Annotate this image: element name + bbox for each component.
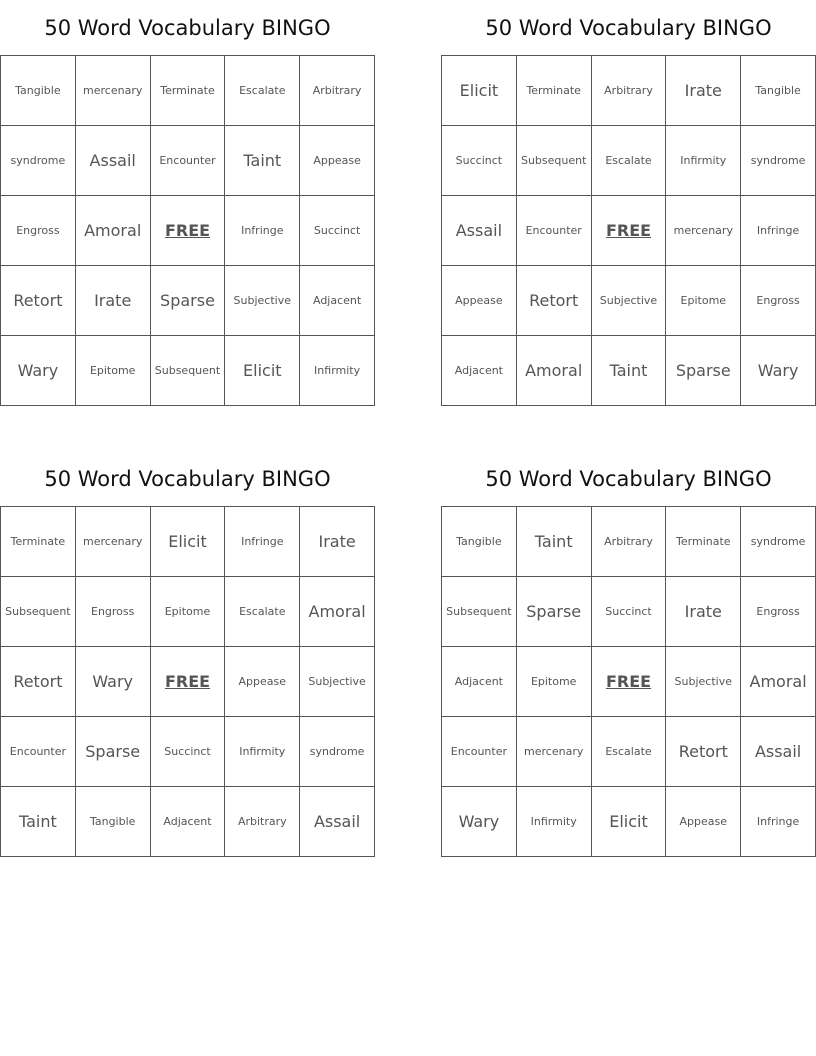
- bingo-cell: Appease: [442, 266, 517, 336]
- bingo-cell: Infringe: [741, 196, 816, 266]
- free-space: FREE: [592, 647, 667, 717]
- bingo-cell: Irate: [76, 266, 151, 336]
- bingo-cell: Engross: [741, 577, 816, 647]
- bingo-cell: Infringe: [741, 787, 816, 857]
- bingo-cell: syndrome: [300, 717, 375, 787]
- bingo-cell: Arbitrary: [225, 787, 300, 857]
- bingo-grid: [441, 506, 816, 857]
- bingo-cell: Tangible: [442, 507, 517, 577]
- bingo-cell: Amoral: [76, 196, 151, 266]
- bingo-cell: Epitome: [76, 336, 151, 406]
- bingo-cell: Escalate: [225, 577, 300, 647]
- bingo-cell: Terminate: [517, 56, 592, 126]
- bingo-cell: Infirmity: [666, 126, 741, 196]
- bingo-cell: Irate: [666, 577, 741, 647]
- bingo-cell: Subsequent: [517, 126, 592, 196]
- bingo-cell: Taint: [1, 787, 76, 857]
- bingo-cell: Encounter: [442, 717, 517, 787]
- bingo-cell: Elicit: [225, 336, 300, 406]
- bingo-cell: Sparse: [517, 577, 592, 647]
- bingo-cell: Succinct: [592, 577, 667, 647]
- bingo-cell: Assail: [442, 196, 517, 266]
- bingo-cell: Succinct: [300, 196, 375, 266]
- bingo-cell: Irate: [300, 507, 375, 577]
- bingo-grid: [0, 55, 375, 406]
- bingo-cell: Epitome: [517, 647, 592, 717]
- bingo-cell: mercenary: [76, 507, 151, 577]
- bingo-cell: Terminate: [151, 56, 226, 126]
- bingo-cell: Taint: [592, 336, 667, 406]
- bingo-cell: Adjacent: [442, 647, 517, 717]
- bingo-cell: Elicit: [151, 507, 226, 577]
- bingo-cell: Arbitrary: [592, 507, 667, 577]
- bingo-cell: Sparse: [666, 336, 741, 406]
- bingo-cell: Encounter: [1, 717, 76, 787]
- bingo-cell: Retort: [517, 266, 592, 336]
- bingo-cell: Appease: [666, 787, 741, 857]
- bingo-cell: Arbitrary: [592, 56, 667, 126]
- bingo-cell: Succinct: [151, 717, 226, 787]
- bingo-grid: [441, 55, 816, 406]
- card-title: 50 Word Vocabulary BINGO: [485, 467, 772, 491]
- bingo-cell: Succinct: [442, 126, 517, 196]
- bingo-cell: Subjective: [225, 266, 300, 336]
- bingo-cell: Appease: [225, 647, 300, 717]
- bingo-cell: Infirmity: [517, 787, 592, 857]
- bingo-cell: Infringe: [225, 196, 300, 266]
- bingo-cell: Sparse: [76, 717, 151, 787]
- bingo-cell: Amoral: [741, 647, 816, 717]
- bingo-cell: Appease: [300, 126, 375, 196]
- bingo-cell: Retort: [1, 647, 76, 717]
- bingo-cell: Arbitrary: [300, 56, 375, 126]
- bingo-cell: syndrome: [741, 126, 816, 196]
- free-space: FREE: [151, 196, 226, 266]
- bingo-cell: Tangible: [1, 56, 76, 126]
- free-space: FREE: [151, 647, 226, 717]
- bingo-cell: syndrome: [741, 507, 816, 577]
- bingo-cell: Engross: [741, 266, 816, 336]
- bingo-cell: Infirmity: [225, 717, 300, 787]
- bingo-cell: Amoral: [300, 577, 375, 647]
- bingo-cell: mercenary: [76, 56, 151, 126]
- bingo-cell: Taint: [517, 507, 592, 577]
- bingo-cell: Assail: [76, 126, 151, 196]
- bingo-cell: Assail: [300, 787, 375, 857]
- bingo-cell: Epitome: [151, 577, 226, 647]
- bingo-cell: Escalate: [592, 126, 667, 196]
- card-title: 50 Word Vocabulary BINGO: [44, 467, 331, 491]
- bingo-cell: Amoral: [517, 336, 592, 406]
- bingo-cell: Subsequent: [442, 577, 517, 647]
- bingo-cell: Encounter: [517, 196, 592, 266]
- bingo-cell: Infringe: [225, 507, 300, 577]
- bingo-cell: Elicit: [442, 56, 517, 126]
- bingo-cell: Infirmity: [300, 336, 375, 406]
- bingo-cell: Engross: [76, 577, 151, 647]
- bingo-cell: Adjacent: [300, 266, 375, 336]
- bingo-cell: Subjective: [300, 647, 375, 717]
- bingo-cell: Retort: [666, 717, 741, 787]
- bingo-cell: syndrome: [1, 126, 76, 196]
- bingo-cell: Wary: [741, 336, 816, 406]
- bingo-grid: [0, 506, 375, 857]
- bingo-cell: Subjective: [666, 647, 741, 717]
- bingo-cell: mercenary: [517, 717, 592, 787]
- bingo-cell: Adjacent: [442, 336, 517, 406]
- bingo-cell: mercenary: [666, 196, 741, 266]
- bingo-cell: Subjective: [592, 266, 667, 336]
- bingo-cell: Wary: [442, 787, 517, 857]
- card-title: 50 Word Vocabulary BINGO: [44, 16, 331, 40]
- bingo-cell: Tangible: [741, 56, 816, 126]
- bingo-cell: Subsequent: [1, 577, 76, 647]
- bingo-cell: Escalate: [592, 717, 667, 787]
- bingo-cell: Tangible: [76, 787, 151, 857]
- bingo-cell: Irate: [666, 56, 741, 126]
- bingo-cell: Assail: [741, 717, 816, 787]
- bingo-cell: Epitome: [666, 266, 741, 336]
- bingo-cell: Subsequent: [151, 336, 226, 406]
- bingo-cell: Adjacent: [151, 787, 226, 857]
- bingo-cell: Wary: [1, 336, 76, 406]
- bingo-cell: Engross: [1, 196, 76, 266]
- bingo-cell: Escalate: [225, 56, 300, 126]
- bingo-cell: Retort: [1, 266, 76, 336]
- free-space: FREE: [592, 196, 667, 266]
- bingo-cell: Wary: [76, 647, 151, 717]
- bingo-cell: Encounter: [151, 126, 226, 196]
- bingo-cell: Elicit: [592, 787, 667, 857]
- bingo-cell: Taint: [225, 126, 300, 196]
- bingo-cell: Terminate: [666, 507, 741, 577]
- bingo-cell: Sparse: [151, 266, 226, 336]
- bingo-cell: Terminate: [1, 507, 76, 577]
- card-title: 50 Word Vocabulary BINGO: [485, 16, 772, 40]
